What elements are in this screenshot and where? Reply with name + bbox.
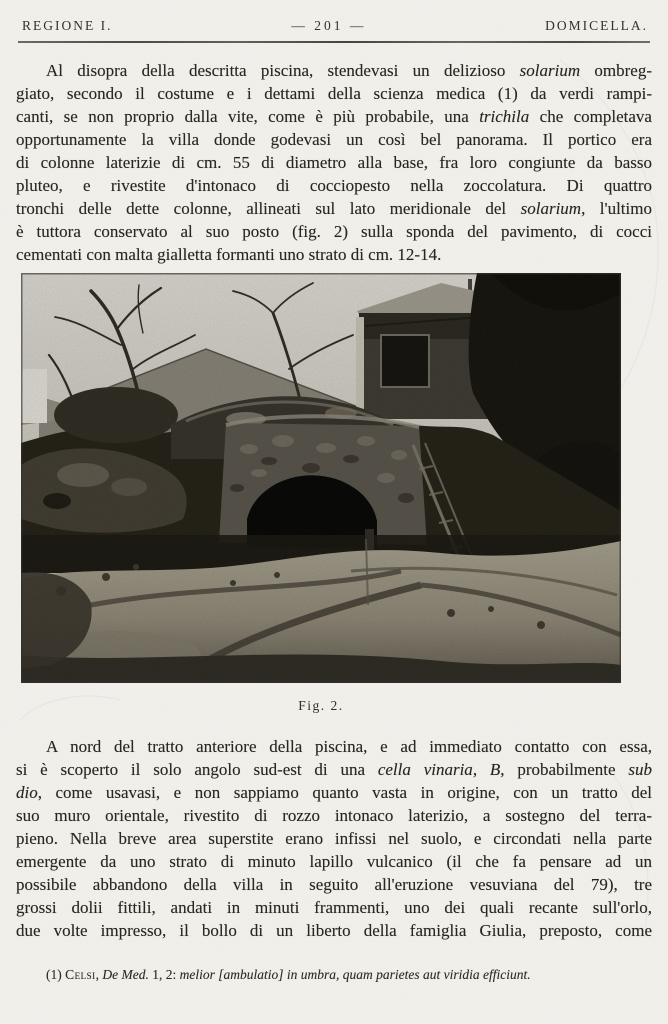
page-header <box>16 14 652 34</box>
excavation-photo <box>21 273 621 683</box>
paragraph-2: A nord del tratto anteriore della piscina, e ad immediato contatto con essa, si è scoperto il solo angolo sud-est di una cella vinaria, B, probabilmente sub dio, come usavasi, e non sappiamo quanto vasta in origine, con un tratto del suo muro orientale, rivestito di rozzo intonaco laterizio, a sostegno del terra- pieno. Nella breve area superstite erano infissi nel suolo, e circondati nella parte emergente da uno strato di minuto lapillo vulcanico (il che fa pensare ad un possibile abbandono della villa in seguito all'eruzione vesuviana del 79), tre grossi dolii fittili, andati in minuti frammenti, uno dei quali recante sull'orlo, due volte impresso, il bollo di un liberto della famiglia Giulia, preposto, come <box>16 737 652 940</box>
figure-caption: Fig. 2. <box>298 698 344 713</box>
footnote: (1) Celsi, De Med. 1, 2: melior [ambulatio] in umbra, quam parietes aut viridia efficiunt. <box>46 967 531 982</box>
header-rule <box>18 41 650 43</box>
figure-2 <box>21 273 621 714</box>
page-number: — 201 — <box>291 18 367 33</box>
paragraph-1: Al disopra della descritta piscina, stendevasi un delizioso solarium ombreg- giato, secondo il costume e i dettami della scienza medica (1) da verdi rampi- canti, se non proprio dalla vite, come è più probabile, una trichila che completava opportunamente la villa donde godevasi un così bel panorama. Il portico era di colonne laterizie di cm. 55 di diametro alla base, fra loro congiunte da basso pluteo, e rivestite d'intonaco di cocciopesto nella zoccolatura. Di quattro tronchi delle dette colonne, allineati sul lato meridionale del solarium, l'ultimo è tuttora conservato al suo posto (fig. 2) sulla sponda del pavimento, di cocci cementati con malta gialletta formanti uno strato di cm. 12-14. <box>16 61 652 264</box>
running-head-right: DOMICELLA. <box>545 18 648 33</box>
running-head-left: REGIONE I. <box>22 18 113 33</box>
